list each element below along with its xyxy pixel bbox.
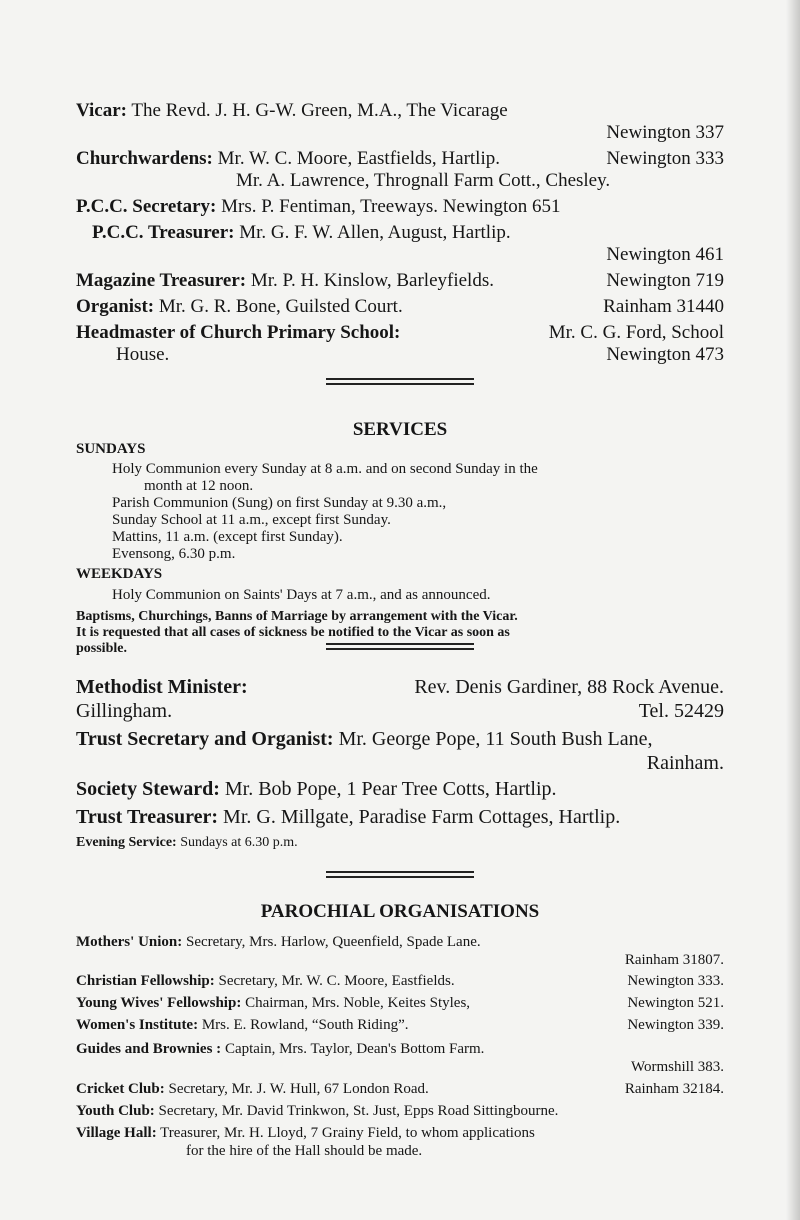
org-text: Chairman, Mrs. Noble, Keites Styles, bbox=[245, 995, 471, 1011]
org-label: Young Wives' Fellowship: bbox=[76, 995, 242, 1011]
org-text: Secretary, Mr. J. W. Hull, 67 London Road. bbox=[168, 1081, 429, 1097]
sunday-line: Evensong, 6.30 p.m. bbox=[112, 546, 236, 562]
org-label: Christian Fellowship: bbox=[76, 973, 215, 989]
vicar-entry bbox=[76, 100, 724, 122]
page-edge-shadow bbox=[786, 0, 800, 1220]
divider-rule-2 bbox=[326, 643, 474, 650]
parish-directory-page bbox=[76, 100, 724, 1160]
trust-secretary-label: Trust Secretary and Organist: bbox=[76, 728, 334, 750]
headmaster-entry bbox=[76, 322, 724, 344]
org-label: Youth Club: bbox=[76, 1103, 155, 1119]
trust-secretary-entry bbox=[76, 727, 724, 751]
org-text: Secretary, Mr. David Trinkwon, St. Just, Epps Road Sittingbourne. bbox=[158, 1103, 559, 1119]
trust-secretary-text-2: Rainham. bbox=[646, 752, 724, 774]
organist-label: Organist: bbox=[76, 296, 155, 317]
organist-phone: Rainham 31440 bbox=[603, 296, 724, 317]
pcc-treasurer-phone: Newington 461 bbox=[606, 244, 724, 265]
org-phone: Newington 521. bbox=[627, 995, 724, 1011]
pcc-treasurer-entry bbox=[76, 222, 724, 244]
society-steward-label: Society Steward: bbox=[76, 778, 220, 800]
churchwardens-text-1: Mr. W. C. Moore, Eastfields, Hartlip. bbox=[217, 148, 500, 169]
note-line: possible. bbox=[76, 641, 127, 656]
vicar-label: Vicar: bbox=[76, 100, 127, 121]
org-phone: Newington 339. bbox=[627, 1017, 724, 1033]
organist-text: Mr. G. R. Bone, Guilsted Court. bbox=[158, 296, 403, 317]
vicar-phone: Newington 337 bbox=[606, 122, 724, 143]
org-text: Treasurer, Mr. H. Lloyd, 7 Grainy Field, to whom applications bbox=[160, 1125, 535, 1141]
org-phone: Rainham 32184. bbox=[624, 1081, 724, 1097]
org-text: Captain, Mrs. Taylor, Dean's Bottom Farm. bbox=[224, 1041, 485, 1057]
methodist-minister-label: Methodist Minister: bbox=[76, 676, 248, 698]
note-line: It is requested that all cases of sickness be notified to the Vicar as soon as bbox=[76, 625, 510, 640]
divider-rule-3 bbox=[326, 871, 474, 878]
organisations-list bbox=[76, 933, 724, 1160]
trust-treasurer-label: Trust Treasurer: bbox=[76, 806, 219, 828]
evening-service-entry bbox=[76, 834, 724, 851]
churchwardens-entry bbox=[76, 148, 724, 170]
headmaster-text: Mr. C. G. Ford, School bbox=[548, 322, 724, 343]
list-item bbox=[76, 994, 724, 1012]
sunday-line: Sunday School at 11 a.m., except first Sunday. bbox=[112, 512, 391, 528]
sunday-line: Parish Communion (Sung) on first Sunday at 9.30 a.m., bbox=[112, 495, 447, 511]
org-label: Cricket Club: bbox=[76, 1081, 165, 1097]
pcc-secretary-entry bbox=[76, 196, 724, 218]
vicar-text: The Revd. J. H. G-W. Green, M.A., The Vicarage bbox=[131, 100, 508, 121]
sunday-services-list bbox=[76, 461, 724, 563]
evening-service-label: Evening Service: bbox=[76, 835, 177, 850]
headmaster-phone: Newington 473 bbox=[606, 344, 724, 365]
organist-entry bbox=[76, 296, 724, 318]
divider-rule-1 bbox=[326, 378, 474, 385]
magazine-treasurer-text: Mr. P. H. Kinslow, Barleyfields. bbox=[250, 270, 494, 291]
magazine-treasurer-label: Magazine Treasurer: bbox=[76, 270, 247, 291]
pcc-secretary-label: P.C.C. Secretary: bbox=[76, 196, 217, 217]
org-label: Village Hall: bbox=[76, 1125, 157, 1141]
services-heading: SERVICES bbox=[352, 419, 448, 440]
weekdays-label: WEEKDAYS bbox=[76, 566, 163, 582]
note-line: Baptisms, Churchings, Banns of Marriage by arrangement with the Vicar. bbox=[76, 609, 518, 624]
list-item bbox=[76, 933, 724, 951]
headmaster-text-2: House. bbox=[116, 344, 170, 365]
headmaster-address-line bbox=[76, 344, 724, 366]
org-text: Secretary, Mrs. Harlow, Queenfield, Spade Lane. bbox=[186, 934, 481, 950]
org-phone: Rainham 31807. bbox=[624, 952, 724, 968]
sundays-label: SUNDAYS bbox=[76, 441, 146, 457]
list-item bbox=[76, 972, 724, 990]
org-text: Mrs. E. Rowland, “South Riding”. bbox=[201, 1017, 409, 1033]
sunday-line: Mattins, 11 a.m. (except first Sunday). bbox=[112, 529, 343, 545]
sunday-line: Holy Communion every Sunday at 8 a.m. and on second Sunday in the bbox=[112, 461, 538, 477]
society-steward-entry bbox=[76, 777, 724, 801]
churchwardens-text-2: Mr. A. Lawrence, Thrognall Farm Cott., Chesley. bbox=[236, 170, 611, 191]
note-line-last bbox=[76, 641, 724, 657]
weekday-line: Holy Communion on Saints' Days at 7 a.m., and as announced. bbox=[112, 587, 491, 603]
trust-treasurer-text: Mr. G. Millgate, Paradise Farm Cottages, Hartlip. bbox=[223, 806, 621, 828]
evening-service-text: Sundays at 6.30 p.m. bbox=[180, 835, 298, 850]
list-item bbox=[76, 1102, 724, 1120]
churchwardens-phone-1: Newington 333 bbox=[606, 148, 724, 169]
org-label: Guides and Brownies : bbox=[76, 1041, 222, 1057]
pcc-treasurer-text: Mr. G. F. W. Allen, August, Hartlip. bbox=[239, 222, 511, 243]
list-item bbox=[76, 1080, 724, 1098]
list-item bbox=[76, 1016, 724, 1034]
methodist-minister-entry bbox=[76, 675, 724, 699]
list-item bbox=[76, 1124, 724, 1142]
headmaster-label: Headmaster of Church Primary School: bbox=[76, 322, 401, 343]
methodist-minister-text-2: Gillingham. bbox=[76, 700, 173, 722]
org-label: Mothers' Union: bbox=[76, 934, 183, 950]
sunday-line: month at 12 noon. bbox=[144, 478, 254, 494]
pcc-secretary-text: Mrs. P. Fentiman, Treeways. Newington 651 bbox=[221, 196, 561, 217]
pcc-treasurer-label: P.C.C. Treasurer: bbox=[92, 222, 235, 243]
org-label: Women's Institute: bbox=[76, 1017, 199, 1033]
churchwardens-label: Churchwardens: bbox=[76, 148, 213, 169]
trust-treasurer-entry bbox=[76, 805, 724, 829]
trust-secretary-text: Mr. George Pope, 11 South Bush Lane, bbox=[338, 728, 653, 750]
magazine-treasurer-entry bbox=[76, 270, 724, 292]
methodist-minister-address bbox=[76, 699, 724, 723]
org-text-2: for the hire of the Hall should be made. bbox=[186, 1143, 423, 1159]
org-phone: Newington 333. bbox=[627, 973, 724, 989]
org-phone: Wormshill 383. bbox=[631, 1059, 724, 1075]
magazine-treasurer-phone: Newington 719 bbox=[606, 270, 724, 291]
list-item bbox=[76, 1040, 724, 1058]
methodist-minister-phone: Tel. 52429 bbox=[638, 700, 724, 722]
org-text: Secretary, Mr. W. C. Moore, Eastfields. bbox=[218, 973, 455, 989]
organisations-heading: PAROCHIAL ORGANISATIONS bbox=[260, 901, 540, 922]
society-steward-text: Mr. Bob Pope, 1 Pear Tree Cotts, Hartlip. bbox=[224, 778, 557, 800]
methodist-minister-text: Rev. Denis Gardiner, 88 Rock Avenue. bbox=[414, 676, 724, 698]
services-notes bbox=[76, 609, 724, 657]
